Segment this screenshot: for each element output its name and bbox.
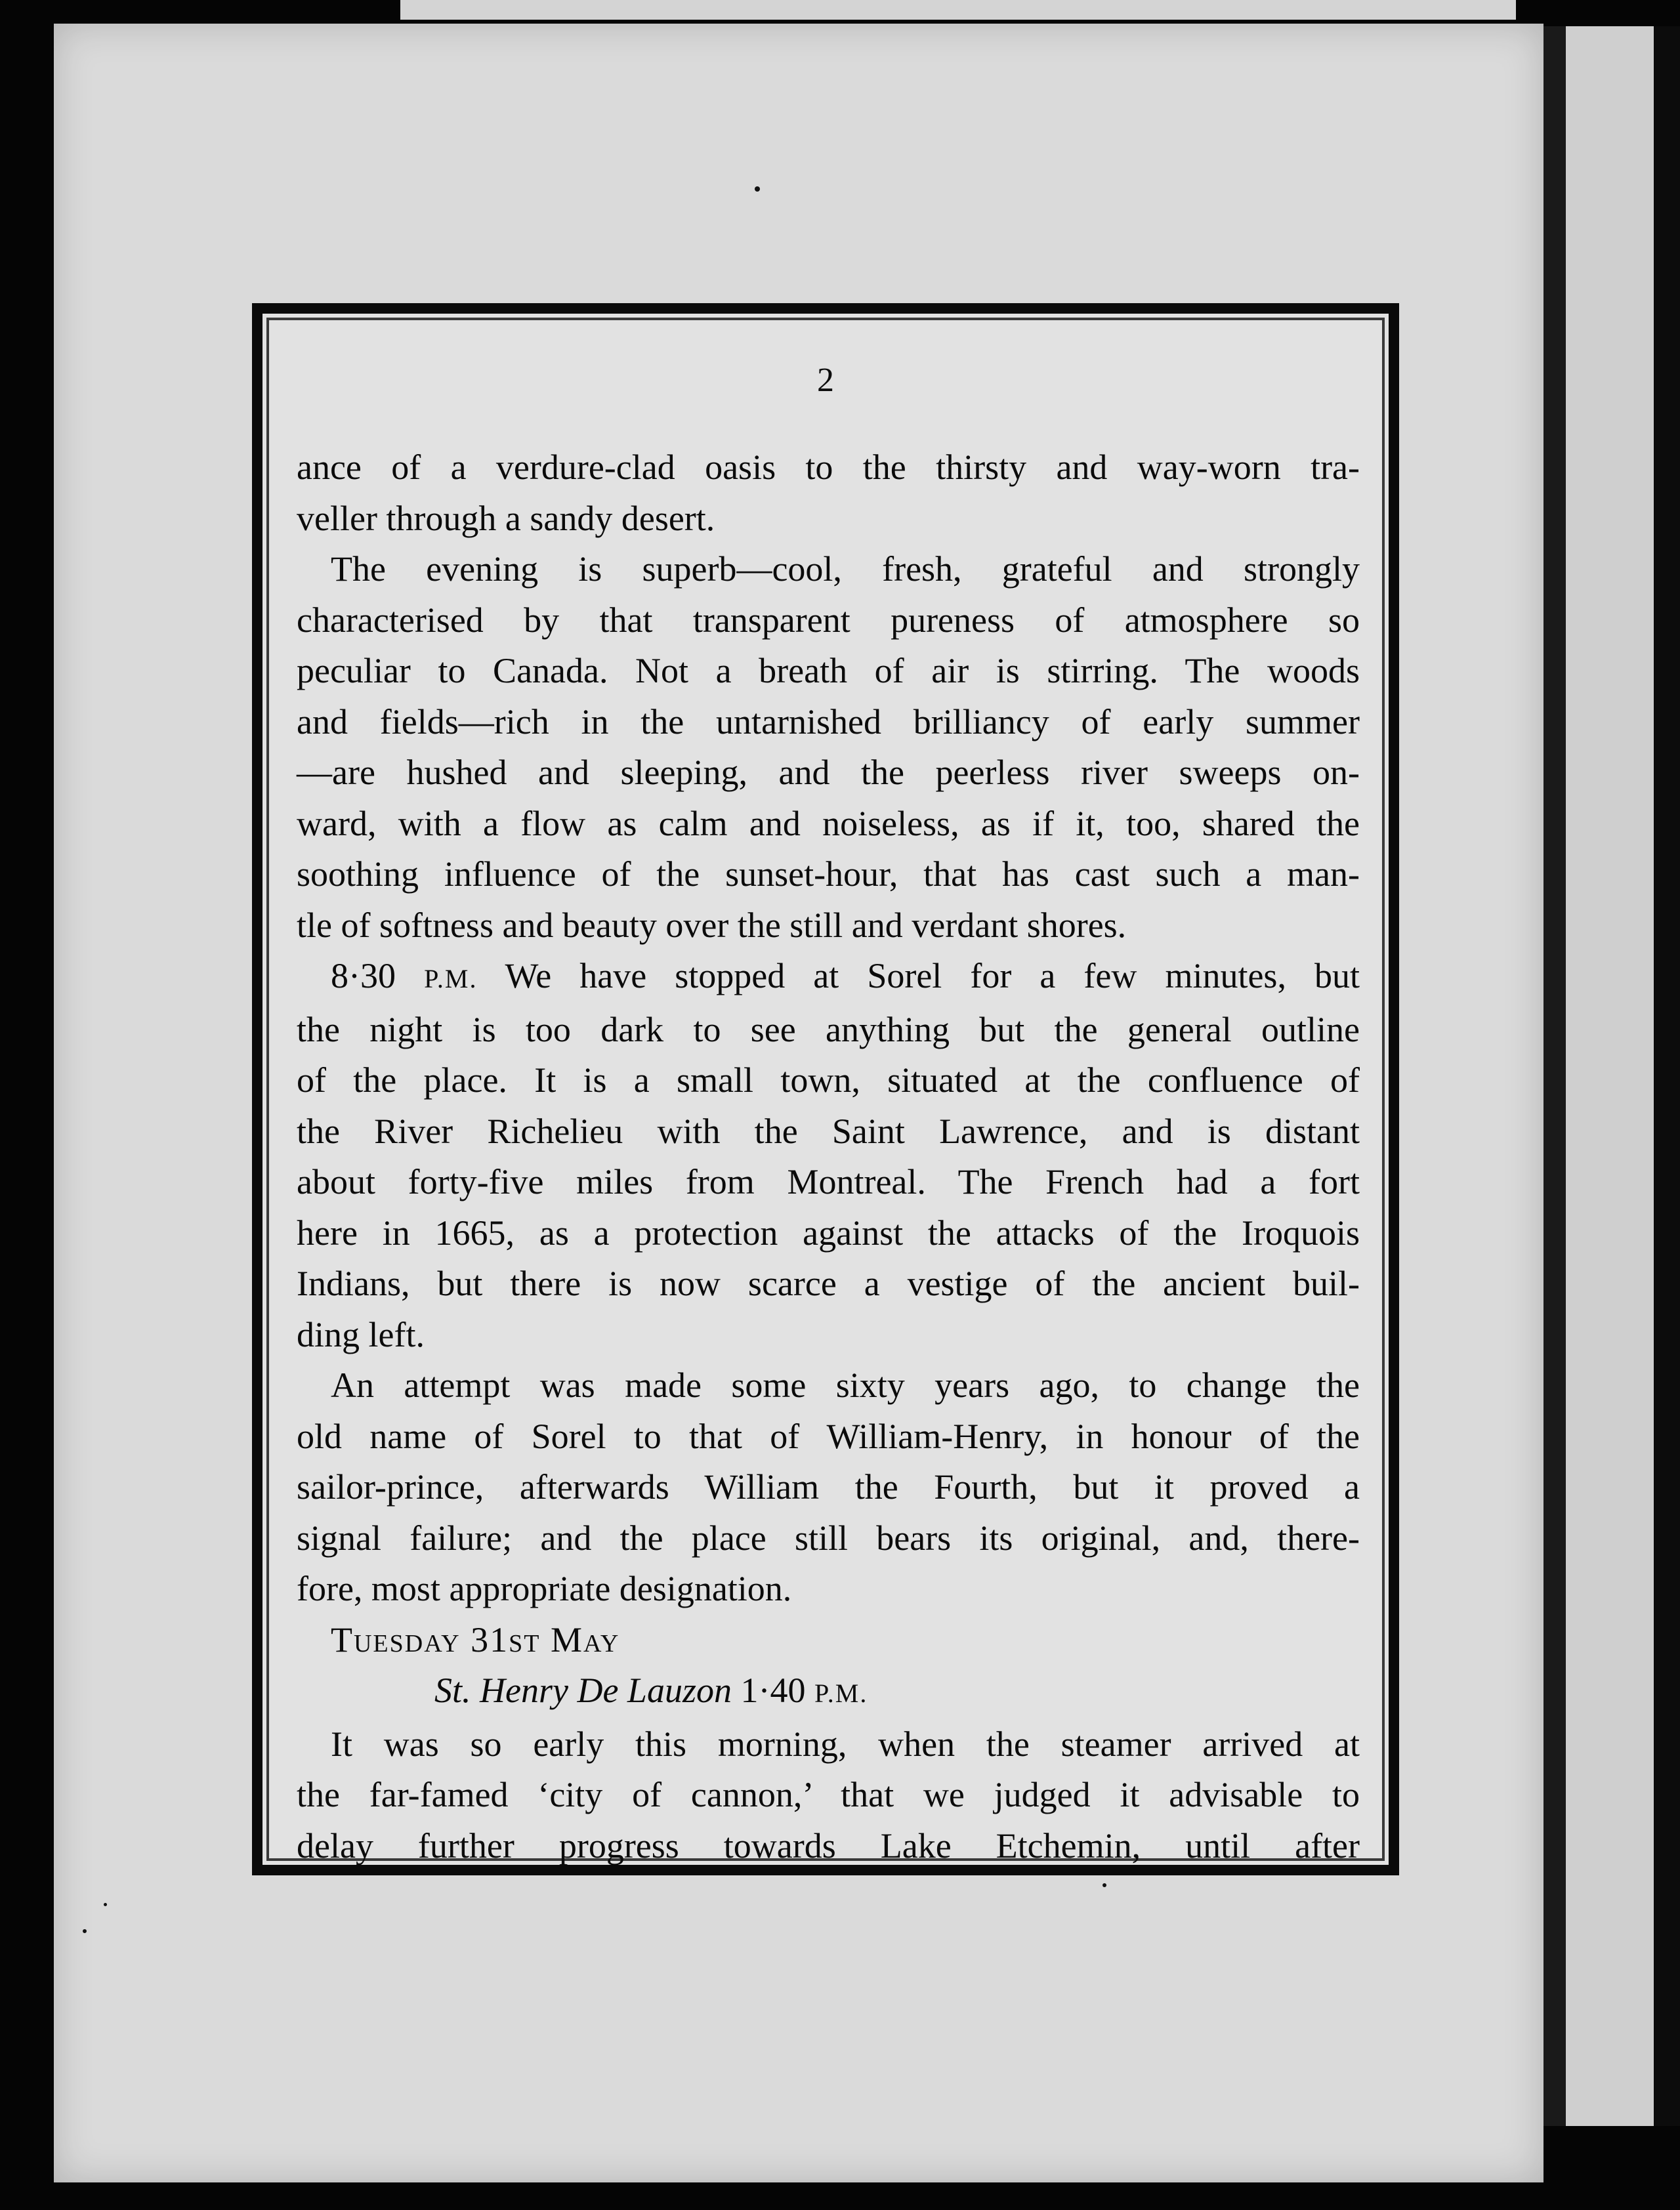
text-line: It was so early this morning, when the steamer arrived at	[331, 1724, 1360, 1764]
page-body	[297, 442, 1360, 1871]
text-line: sailor-prince, afterwards William the Fourth, but it proved a	[297, 1467, 1360, 1507]
text-line: soothing influence of the sunset-hour, that has cast such a man-	[297, 854, 1360, 894]
text-line: ward, with a flow as calm and noiseless, as if it, too, shared the	[297, 803, 1360, 843]
text-line: ance of a verdure-clad oasis to the thirsty and way-worn tra-	[297, 448, 1360, 487]
text-line: the River Richelieu with the Saint Lawrence, and is distant	[297, 1111, 1360, 1151]
paragraph-block-2	[297, 1005, 1360, 1615]
place-heading	[297, 1665, 1360, 1719]
text-line: and fields—rich in the untarnished brilliancy of early summer	[297, 701, 1360, 741]
text-line: The evening is superb—cool, fresh, grateful and strongly	[331, 549, 1360, 589]
paragraph-block-1	[297, 442, 1360, 951]
page-number: 2	[817, 362, 834, 399]
line-830-rest: We have stopped at Sorel for a few minutes, but	[477, 956, 1360, 995]
place-pm: P.M.	[814, 1678, 868, 1708]
text-line: here in 1665, as a protection against the attacks of the Iroquois	[297, 1213, 1360, 1253]
text-line: old name of Sorel to that of William-Henry, in honour of the	[297, 1416, 1360, 1456]
text-line: the far-famed ‘city of cannon,’ that we judged it advisable to	[297, 1775, 1360, 1814]
ink-speck	[1102, 1883, 1106, 1887]
text-line: signal failure; and the place still bears its original, and, there-	[297, 1518, 1360, 1558]
date-heading: Tuesday 31st May	[331, 1619, 620, 1659]
text-line: An attempt was made some sixty years ago, to change the	[331, 1366, 1360, 1405]
ink-speck	[83, 1929, 87, 1933]
text-line: ding left.	[297, 1314, 425, 1354]
printed-page-frame	[252, 303, 1399, 1875]
scanner-top-edge	[400, 0, 1516, 20]
text-line: tle of softness and beauty over the still and verdant shores.	[297, 905, 1127, 945]
place-time: 1·40	[731, 1671, 814, 1710]
text-line-830	[297, 951, 1360, 1005]
text-line: of the place. It is a small town, situated at the confluence of	[297, 1060, 1360, 1100]
text-line: peculiar to Canada. Not a breath of air is stirring. The woods	[297, 651, 1360, 690]
text-line: about forty-five miles from Montreal. The French had a fort	[297, 1162, 1360, 1201]
ink-speck	[755, 186, 760, 192]
text-line: delay further progress towards Lake Etchemin, until after	[297, 1825, 1360, 1866]
binding-shadow	[1544, 26, 1566, 2126]
pm-abbrev: P.M.	[424, 964, 478, 993]
time-830: 8·30	[331, 956, 396, 995]
paragraph-block-3	[297, 1719, 1360, 1872]
ink-speck	[104, 1903, 107, 1906]
text-line: —are hushed and sleeping, and the peerless river sweeps on-	[297, 753, 1360, 792]
text-line: Indians, but there is now scarce a vestige of the ancient buil-	[297, 1264, 1360, 1303]
text-line: veller through a sandy desert.	[297, 498, 715, 538]
text-line: the night is too dark to see anything but the general outline	[297, 1009, 1360, 1049]
scanner-right-edge	[1654, 26, 1680, 2126]
text-line: characterised by that transparent pureness of atmosphere so	[297, 600, 1360, 640]
text-line: fore, most appropriate designation.	[297, 1569, 792, 1608]
place-name: St. Henry De Lauzon	[434, 1671, 732, 1710]
